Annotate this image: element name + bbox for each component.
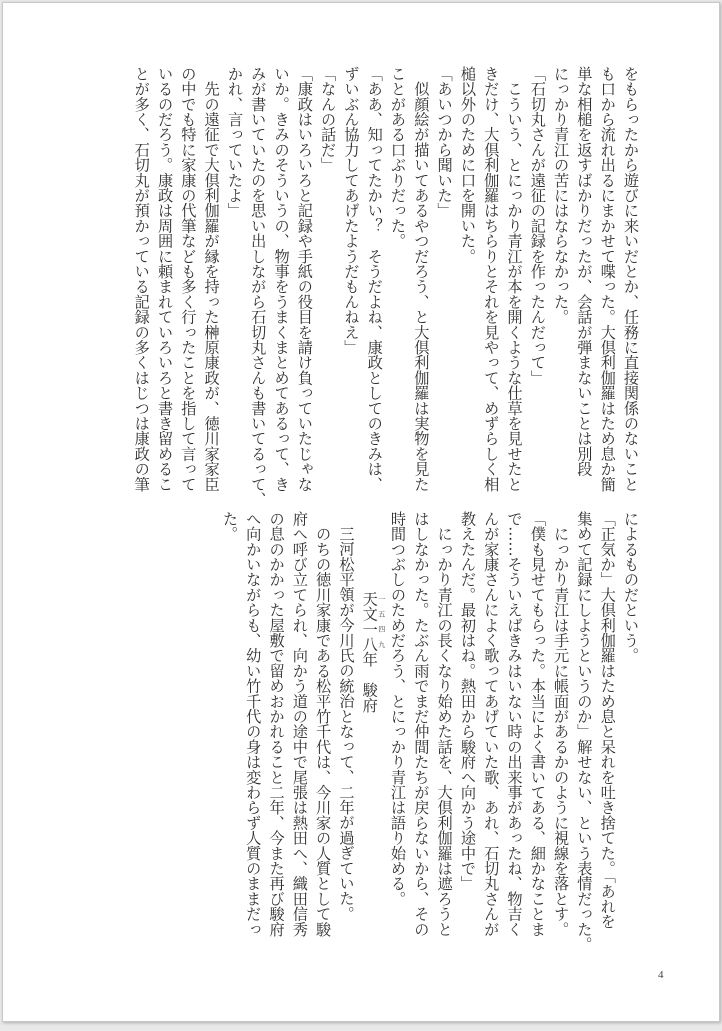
heading-era xyxy=(360,591,386,652)
text-column: いか。きみのそういうの、物事をうまくまとめてあるって、き xyxy=(272,66,291,492)
text-column: とが多く、石切丸が預かっている記録の多くはじつは康政の筆 xyxy=(132,66,151,492)
heading-era-text: 天文一八 xyxy=(360,591,379,652)
text-column: にっかり青江は手元に帳面があるかのように視線を落とす。 xyxy=(552,511,571,937)
text-column: 「ああ、知ってたかい？ そうだよね、康政としてのきみは、 xyxy=(365,66,384,492)
heading-place: 駿府 xyxy=(360,667,379,713)
text-column: にっかり青江の長くなり始めた話を、大倶利伽羅は遮ろうと xyxy=(435,511,454,937)
text-column: 「なんの話だ」 xyxy=(319,66,338,173)
text-column: 先の遠征で大倶利伽羅が縁を持った榊原康政が、徳川家家臣 xyxy=(202,66,221,492)
text-column: 槌以外のために口を開いた。 xyxy=(458,66,477,264)
text-column: ずいぶん協力してあげたようだもんねえ」 xyxy=(342,66,361,355)
text-column: た。 xyxy=(220,511,239,542)
upper-text-block xyxy=(128,66,642,506)
text-column: 「正気か」大倶利伽羅はため息と呆れを吐き捨てた。「あれを xyxy=(598,511,617,929)
text-column: いるのだろう。康政は周囲に頼まれていろいろと書き留めるこ xyxy=(156,66,175,492)
text-column: 「僕も見せてもらった。本当によく書いてある、細かなことま xyxy=(528,511,547,937)
text-column: 教えたんだ。最初はね。熱田から駿府へ向かう途中で」 xyxy=(458,511,477,891)
text-column: 「康政はいろいろと記録や手紙の役目を請け負っていたじゃな xyxy=(295,66,314,492)
text-column: ことがある口ぶりだった。 xyxy=(389,66,408,249)
text-column: んが家康さんによく歌ってあげていた歌、あれ、石切丸さんが xyxy=(482,511,501,937)
text-column: かれ、言っていたよ」 xyxy=(225,66,244,218)
section-heading xyxy=(357,511,385,1031)
text-column: にっかり青江の苦にはならなかった。 xyxy=(552,66,571,325)
text-column: 集めて記録にしようというのか」解せない、という表情だった。 xyxy=(575,511,594,952)
book-page xyxy=(2,2,720,1022)
text-column: の息のかかった屋敷で留めおかれること二年、今また再び駿府 xyxy=(267,511,286,937)
text-column: きだけ、大倶利伽羅はちらりとそれを見やって、めずらしく相 xyxy=(482,66,501,492)
text-column: はしなかった。たぶん雨でまだ仲間たちが戻らないから、その xyxy=(412,511,431,937)
text-column: 府へ呼び立てられ、向かう道の途中で尾張は熱田へ、織田信秀 xyxy=(290,511,309,937)
text-column: 「あいつから聞いた」 xyxy=(435,66,454,218)
text-column: をもらったから遊びに来いだとか、任務に直接関係のないこと xyxy=(622,66,640,492)
text-column: 三河松平領が今川氏の統治となって、二年が過ぎていた。 xyxy=(337,526,356,922)
text-column: によるものだという。 xyxy=(622,511,640,663)
text-column: も口から流れ出るにまかせて喋った。大倶利伽羅はため息か簡 xyxy=(598,66,617,492)
text-column: へ向かいながらも、幼い竹千代の身は変わらず人質のままだっ xyxy=(244,511,263,937)
text-column: 単な相槌を返すばかりだったが、会話が弾まないことは別段 xyxy=(575,66,594,477)
heading-year-suffix: 年 xyxy=(360,651,379,668)
lower-text-block xyxy=(128,511,642,951)
text-column: のちの徳川家康である松平竹千代は、今川家の人質として駿 xyxy=(314,511,333,937)
text-column: みが書いていたのを思い出しながら石切丸さんも書いてるって、 xyxy=(249,66,268,507)
text-column: の中でも特に家康の代筆なども多く行ったことを指して言って xyxy=(179,66,198,492)
text-column: で……そういえばきみはいない時の出来事があったね、物吉く xyxy=(505,511,524,937)
text-column: 似顔絵が描いてあるやつだろう、と大倶利伽羅は実物を見た xyxy=(412,66,431,492)
page-number: 4 xyxy=(658,969,664,981)
text-column: こういう、とにっかり青江が本を開くような仕草を見せたと xyxy=(505,66,524,492)
heading-ruby: 一五四九 xyxy=(377,591,386,652)
text-column: 「石切丸さんが遠征の記録を作ったんだって」 xyxy=(528,66,547,386)
text-column: 時間つぶしのためだろう、とにっかり青江は語り始める。 xyxy=(389,511,408,907)
